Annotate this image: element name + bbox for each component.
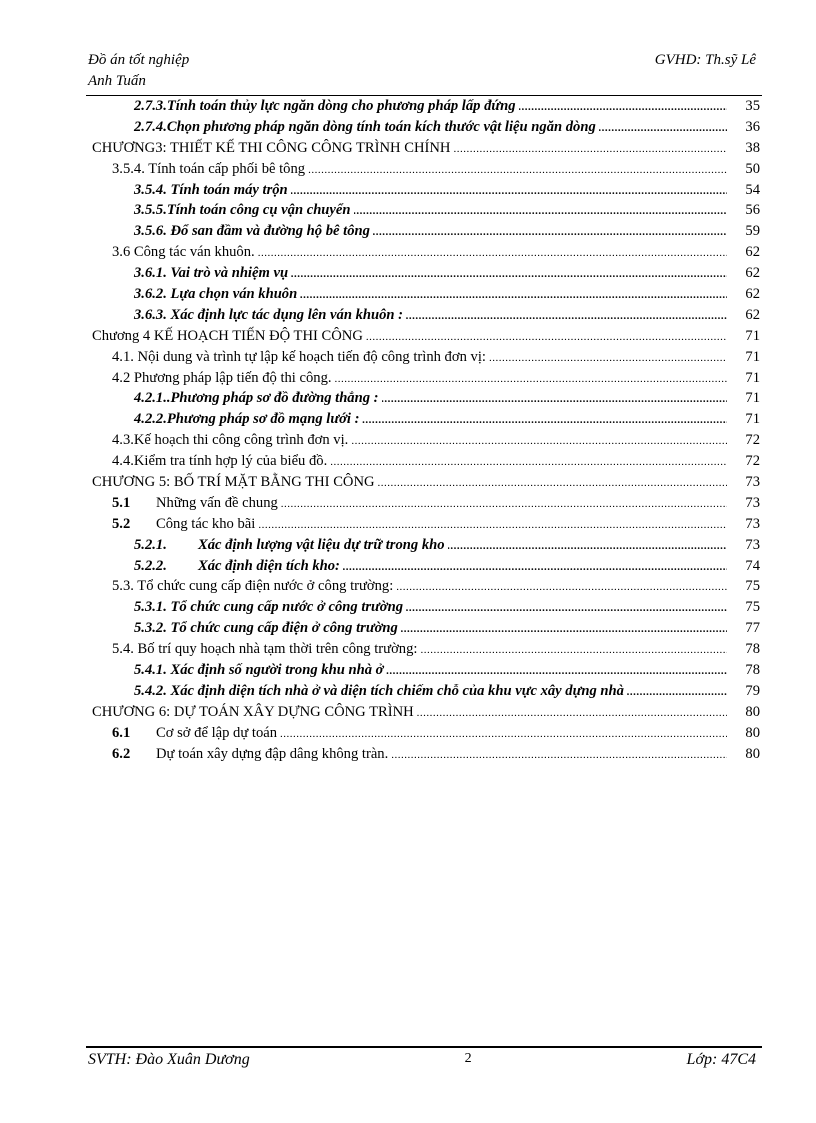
toc-entry[interactable] [92,140,760,161]
toc-entry[interactable] [92,746,760,767]
toc-dot-leader [406,310,727,322]
toc-entry-title: CHƯƠNG3: THIẾT KẾ THI CÔNG CÔNG TRÌNH CHÍNH [92,139,451,156]
toc-entry-page: 79 [745,682,760,699]
toc-dot-leader [627,686,727,698]
toc-entry[interactable] [92,370,760,391]
toc-entry[interactable] [92,390,760,411]
toc-entry-label [134,265,288,282]
toc-entry[interactable] [92,411,760,432]
toc-entry-page: 71 [745,411,760,428]
toc-entry-page: 62 [745,306,760,323]
toc-entry-label [92,328,363,345]
footer-student: SVTH: Đào Xuân Dương [88,1051,250,1068]
toc-dot-leader [258,519,727,531]
footer-page-number: 2 [464,1051,472,1066]
toc-entry-title: 4.4.Kiểm tra tính hợp lý của biểu đồ. [112,453,328,470]
toc-entry-number: 6.1 [112,724,131,741]
header-thesis-label: Đồ án tốt nghiệp [88,52,190,68]
toc-entry-title: 4.2.1..Phương pháp sơ đồ đường thẳng : [134,390,379,407]
toc-dot-leader [366,331,727,343]
toc-entry[interactable] [92,578,760,599]
toc-entry-title: 5.4.2. Xác định diện tích nhà ở và diện tích chiếm chỗ của khu vực xây dựng nhà [134,682,624,699]
toc-entry-page: 62 [745,286,760,303]
toc-entry-page: 80 [745,724,760,741]
footer-class: Lớp: 47C4 [686,1051,756,1068]
toc-entry-title: 3.5.4. Tính toán máy trộn [134,181,288,198]
toc-entry-page: 80 [745,703,760,720]
toc-entry-page: 36 [745,118,760,135]
toc-entry[interactable] [92,495,760,516]
toc-entry[interactable] [92,641,760,662]
toc-entry[interactable] [92,558,760,579]
toc-dot-leader [300,289,727,301]
toc-entry-label [112,725,277,742]
toc-entry-label [134,98,516,115]
toc-entry-title: Công tác kho bãi [156,515,256,532]
toc-entry-title: Xác định lượng vật liệu dự trữ trong kho [198,536,445,553]
toc-dot-leader [291,185,727,197]
toc-dot-leader [599,122,727,134]
toc-entry-title: Những vấn đề chung [156,494,278,511]
toc-dot-leader [417,707,727,719]
toc-entry-label [92,474,375,491]
toc-entry[interactable] [92,349,760,370]
toc-entry[interactable] [92,725,760,746]
toc-dot-leader [378,477,727,489]
toc-entry-label [112,453,327,470]
toc-entry-number: 5.2.1. [134,536,167,553]
header-divider [86,95,762,96]
toc-entry-label [134,182,288,199]
toc-entry-label [134,683,624,700]
toc-entry-label [134,411,359,428]
toc-entry-title: 5.4. Bố trí quy hoạch nhà tạm thời trên công trường: [112,641,418,658]
toc-dot-leader [396,581,727,593]
toc-entry-page: 71 [745,390,760,407]
toc-dot-leader [308,164,727,176]
toc-entry-title: 3.5.4. Tính toán cấp phối bê tông [112,160,306,177]
toc-dot-leader [448,540,727,552]
toc-entry-number: 5.2.2. [134,557,167,574]
toc-entry-title: Cơ sở để lập dự toán [156,724,278,741]
toc-entry[interactable] [92,474,760,495]
toc-entry-page: 77 [745,620,760,637]
toc-entry-label [112,746,388,763]
toc-dot-leader [401,623,727,635]
toc-entry[interactable] [92,244,760,265]
toc-entry-page: 73 [745,494,760,511]
toc-entry-page: 72 [745,432,760,449]
toc-dot-leader [354,205,728,217]
toc-dot-leader [280,728,727,740]
page-footer [88,1051,756,1069]
toc-dot-leader [335,373,727,385]
toc-entry[interactable] [92,265,760,286]
toc-entry-label [112,161,305,178]
page-header [88,50,756,92]
toc-entry-page: 73 [745,515,760,532]
toc-entry-label [134,286,297,303]
toc-entry-page: 62 [745,265,760,282]
toc-dot-leader [291,268,727,280]
toc-entry-label [112,641,417,658]
toc-entry-number: 5.1 [112,494,131,511]
toc-entry-label [112,244,255,261]
toc-entry-page: 80 [745,745,760,762]
toc-dot-leader [386,665,727,677]
toc-entry-title: CHƯƠNG 5: BỐ TRÍ MẶT BẰNG THI CÔNG [92,474,375,491]
toc-dot-leader [406,602,727,614]
toc-entry-title: 4.2.2.Phương pháp sơ đồ mạng lưới : [134,411,360,428]
toc-entry[interactable] [92,599,760,620]
toc-dot-leader [258,247,727,259]
toc-entry-title: 5.3.2. Tổ chức cung cấp điện ở công trường [134,620,398,637]
toc-entry-number: 5.2 [112,515,131,532]
toc-entry-page: 78 [745,641,760,658]
toc-entry[interactable] [92,202,760,223]
toc-entry-page: 78 [745,662,760,679]
toc-entry[interactable] [92,537,760,558]
toc-entry-label [92,704,414,721]
toc-entry-label [112,495,278,512]
toc-entry[interactable] [92,516,760,537]
toc-entry-title: 2.7.3.Tính toán thủy lực ngăn dòng cho phương pháp lấp đứng [134,98,516,114]
toc-entry-title: 3.6.1. Vai trò và nhiệm vụ [134,265,289,282]
toc-dot-leader [373,226,727,238]
toc-entry-title: CHƯƠNG 6: DỰ TOÁN XÂY DỰNG CÔNG TRÌNH [92,703,414,720]
toc-entry-title: 5.4.1. Xác định số người trong khu nhà ở [134,662,384,679]
toc-entry-title: Chương 4 KẾ HOẠCH TIẾN ĐỘ THI CÔNG [92,327,363,344]
toc-entry-label [112,349,486,366]
toc-entry[interactable] [92,620,760,641]
toc-entry-label [134,390,379,407]
toc-entry-label [134,599,403,616]
toc-dot-leader [362,414,727,426]
toc-entry-page: 50 [745,160,760,177]
toc-entry-label [134,119,596,136]
toc-entry[interactable] [92,704,760,725]
toc-entry-page: 73 [745,536,760,553]
toc-entry-label [92,140,450,157]
header-advisor-name-cont: Anh Tuấn [88,73,146,89]
footer-divider [86,1046,762,1048]
toc-entry-label [134,558,340,575]
toc-entry-page: 71 [745,327,760,344]
toc-entry-title: 4.2 Phương pháp lập tiến độ thi công. [112,369,332,386]
toc-entry-label [112,578,393,595]
toc-entry[interactable] [92,286,760,307]
toc-entry-page: 73 [745,474,760,491]
toc-dot-leader [391,749,727,761]
toc-entry-title: Dự toán xây dựng đập dâng không tràn. [156,745,389,762]
toc-entry-page: 74 [745,557,760,574]
toc-dot-leader [489,352,727,364]
toc-entry[interactable] [92,307,760,328]
toc-entry-title: 3.6.3. Xác định lực tác dụng lên ván khuôn : [134,306,404,323]
toc-entry-label [134,202,351,219]
toc-entry-title: 3.5.5.Tính toán công cụ vận chuyển [134,202,351,219]
toc-entry-title: 4.1. Nội dung và trình tự lập kế hoạch tiến độ công trình đơn vị: [112,348,486,365]
toc-entry-page: 62 [745,244,760,261]
toc-entry[interactable] [92,161,760,182]
toc-entry[interactable] [92,453,760,474]
toc-entry-label [112,516,255,533]
toc-entry-label [134,662,383,679]
toc-entry-page: 71 [745,348,760,365]
toc-entry-title: 3.6.2. Lựa chọn ván khuôn [134,286,298,303]
toc-entry-title: 3.6 Công tác ván khuôn. [112,244,255,261]
toc-entry-title: 5.3. Tổ chức cung cấp điện nước ở công trường: [112,578,394,595]
toc-entry-title: 2.7.4.Chọn phương pháp ngăn dòng tính toán kích thước vật liệu ngăn dòng [134,118,596,135]
toc-entry-label [134,537,445,554]
toc-entry-label [134,620,398,637]
toc-entry-page: 72 [745,453,760,470]
toc-dot-leader [519,101,727,113]
toc-dot-leader [351,435,727,447]
toc-entry-label [134,307,403,324]
toc-dot-leader [330,456,727,468]
table-of-contents [92,98,760,767]
toc-entry[interactable] [92,182,760,203]
toc-dot-leader [281,498,727,510]
toc-entry[interactable] [92,683,760,704]
toc-entry-title: 3.5.6. Đổ san đầm và đường hộ bê tông [134,223,370,240]
toc-entry-page: 75 [745,599,760,616]
toc-entry-label [134,223,370,240]
header-advisor: GVHD: Th.sỹ Lê [654,52,756,68]
toc-entry[interactable] [92,662,760,683]
toc-entry[interactable] [92,98,760,119]
toc-entry-title: 5.3.1. Tổ chức cung cấp nước ở công trường [134,599,404,616]
toc-dot-leader [343,561,727,573]
toc-entry-page: 54 [745,181,760,198]
toc-entry-label [112,370,332,387]
toc-entry-title: Xác định diện tích kho: [198,557,340,574]
toc-dot-leader [382,393,727,405]
toc-dot-leader [453,143,727,155]
toc-entry[interactable] [92,432,760,453]
toc-entry-title: 4.3.Kế hoạch thi công công trình đơn vị. [112,432,349,449]
toc-entry-page: 75 [745,578,760,595]
toc-entry[interactable] [92,119,760,140]
toc-entry-page: 71 [745,369,760,386]
toc-entry[interactable] [92,223,760,244]
toc-entry-number: 6.2 [112,745,131,762]
toc-entry-page: 38 [745,139,760,156]
toc-entry-page: 59 [745,223,760,240]
toc-dot-leader [420,644,727,656]
toc-entry-label [112,432,348,449]
toc-entry-page: 56 [745,202,760,219]
toc-entry[interactable] [92,328,760,349]
toc-entry-page: 35 [745,98,760,114]
